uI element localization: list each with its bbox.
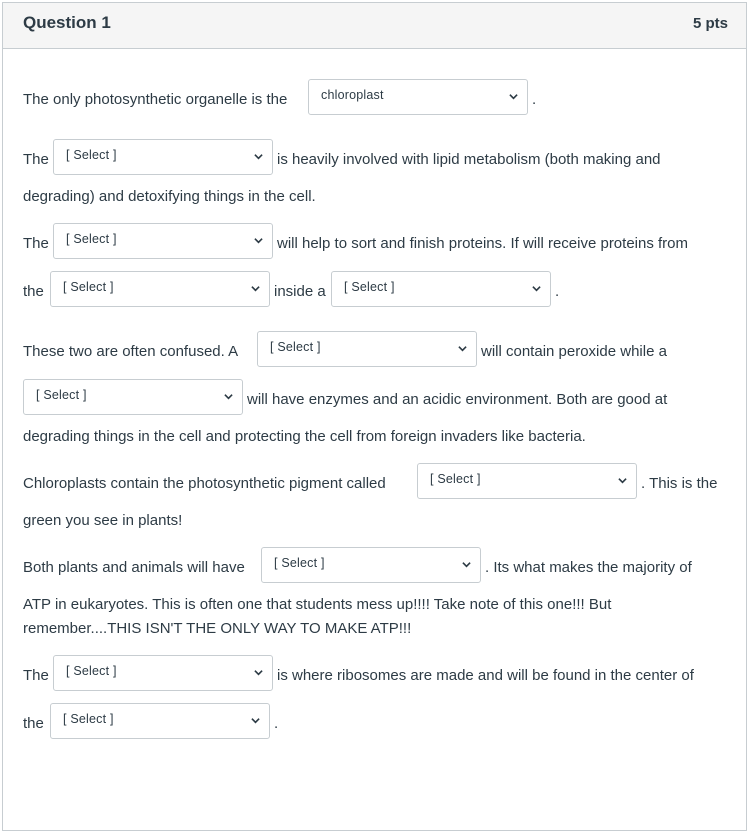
chevron-down-icon — [254, 152, 263, 161]
sentence-3-text: will help to sort and finish proteins. If will receive proteins from — [277, 235, 689, 252]
dropdown-10-value: [ Select ] — [66, 664, 117, 678]
sentence-4-text-b: will contain peroxide while a — [481, 343, 667, 360]
dropdown-1[interactable] — [308, 79, 528, 115]
sentence-1-period: . — [532, 91, 537, 108]
dropdown-10[interactable] — [53, 655, 273, 691]
sentence-7-the: The — [23, 667, 49, 684]
dropdown-4-value: [ Select ] — [63, 280, 114, 294]
sentence-4-text-d: degrading things in the cell and protecting the cell from foreign invaders like bacteria. — [23, 428, 586, 445]
chevron-down-icon — [458, 344, 467, 353]
sentence-3-period: . — [555, 283, 560, 300]
dropdown-6[interactable] — [257, 331, 477, 367]
sentence-5-text-c: green you see in plants! — [23, 512, 183, 529]
sentence-7-the-lower: the — [23, 715, 44, 732]
dropdown-7[interactable] — [23, 379, 243, 415]
question-title: Question 1 — [23, 13, 111, 32]
dropdown-4[interactable] — [50, 271, 270, 307]
dropdown-6-value: [ Select ] — [270, 340, 321, 354]
chevron-down-icon — [251, 284, 260, 293]
chevron-down-icon — [462, 560, 471, 569]
sentence-2-text: is heavily involved with lipid metabolism (both making and — [277, 151, 661, 168]
chevron-down-icon — [509, 92, 518, 101]
dropdown-5[interactable] — [331, 271, 551, 307]
dropdown-8-value: [ Select ] — [430, 472, 481, 486]
sentence-1-text: The only photosynthetic organelle is the — [23, 91, 288, 108]
chevron-down-icon — [618, 476, 627, 485]
chevron-down-icon — [254, 668, 263, 677]
chevron-down-icon — [532, 284, 541, 293]
dropdown-3-value: [ Select ] — [66, 232, 117, 246]
sentence-4-text-c: will have enzymes and an acidic environment. Both are good at — [247, 391, 668, 408]
sentence-4-text: These two are often confused. A — [23, 343, 239, 360]
dropdown-9[interactable] — [261, 547, 481, 583]
dropdown-2-value: [ Select ] — [66, 148, 117, 162]
sentence-2-the: The — [23, 151, 49, 168]
sentence-5-text-b: . This is the — [641, 475, 718, 492]
chevron-down-icon — [224, 392, 233, 401]
sentence-6-text-d: remember....THIS ISN'T THE ONLY WAY TO MAKE ATP!!! — [23, 620, 412, 637]
dropdown-11[interactable] — [50, 703, 270, 739]
dropdown-3[interactable] — [53, 223, 273, 259]
question-header — [3, 3, 746, 49]
dropdown-8[interactable] — [417, 463, 637, 499]
chevron-down-icon — [251, 716, 260, 725]
dropdown-11-value: [ Select ] — [63, 712, 114, 726]
dropdown-1-value: chloroplast — [321, 88, 384, 102]
sentence-7-period: . — [274, 715, 279, 732]
sentence-3-the-lower: the — [23, 283, 44, 300]
sentence-3-the: The — [23, 235, 49, 252]
sentence-6-text-c: ATP in eukaryotes. This is often one that students mess up!!!! Take note of this one!!! But — [23, 596, 612, 613]
dropdown-9-value: [ Select ] — [274, 556, 325, 570]
sentence-7-text: is where ribosomes are made and will be found in the center of — [277, 667, 694, 684]
question-points: 5 pts — [692, 15, 728, 32]
sentence-5-text: Chloroplasts contain the photosynthetic pigment called — [23, 475, 386, 492]
sentence-6-text: Both plants and animals will have — [23, 559, 245, 576]
sentence-3-inside: inside a — [274, 283, 326, 300]
dropdown-7-value: [ Select ] — [36, 388, 87, 402]
dropdown-2[interactable] — [53, 139, 273, 175]
dropdown-5-value: [ Select ] — [344, 280, 395, 294]
sentence-2-text-cont: degrading) and detoxifying things in the cell. — [23, 188, 316, 205]
chevron-down-icon — [254, 236, 263, 245]
sentence-6-text-b: . Its what makes the majority of — [485, 559, 692, 576]
